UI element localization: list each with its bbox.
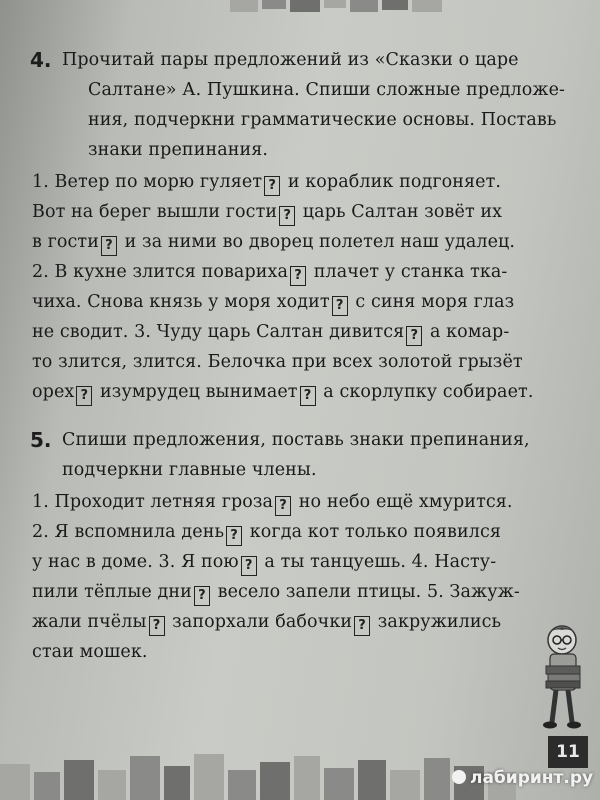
- question-box: ?: [332, 296, 348, 316]
- question-box: ?: [101, 236, 117, 256]
- task-5-instruction-line-1: Спиши предложения, поставь знаки препинания,: [62, 430, 530, 450]
- task-4-text-line: орех ? изумрудец вынимает ? а скорлупку собирает.: [32, 382, 533, 406]
- watermark: лабиринт.ру: [452, 768, 593, 788]
- task-4-number: 4.: [30, 48, 52, 72]
- task-5-text-line: жали пчёлы ? запорхали бабочки ? закружились: [32, 612, 501, 636]
- labirint-logo-icon: [452, 770, 466, 784]
- question-box: ?: [241, 556, 257, 576]
- boy-with-books-illustration: [532, 622, 596, 732]
- question-box: ?: [300, 386, 316, 406]
- question-box: ?: [194, 586, 210, 606]
- task-4-text-line: не сводит. 3. Чуду царь Салтан дивится ? а комар-: [32, 322, 509, 346]
- page-number: 11: [548, 736, 588, 768]
- task-4-text-line: то злится, злится. Белочка при всех золотой грызёт: [32, 352, 523, 372]
- question-box: ?: [149, 616, 165, 636]
- task-4-instruction-line-2: Салтане» А. Пушкина. Спиши сложные предложе-: [88, 80, 566, 100]
- task-4-instruction-line-1: Прочитай пары предложений из «Сказки о царе: [62, 50, 519, 70]
- task-5-number: 5.: [30, 428, 52, 452]
- question-box: ?: [275, 496, 291, 516]
- question-box: ?: [264, 176, 280, 196]
- task-5-text-line: пили тёплые дни ? весело запели птицы. 5. Зажуж-: [32, 582, 520, 606]
- task-5-text-line: у нас в доме. 3. Я пою ? а ты танцуешь. 4. Насту-: [32, 552, 496, 576]
- task-4-text-line: в гости ? и за ними во дворец полетел наш удалец.: [32, 232, 515, 256]
- task-5-text-line: 1. Проходит летняя гроза ? но небо ещё хмурится.: [32, 492, 513, 516]
- question-box: ?: [76, 386, 92, 406]
- task-4-text-line: Вот на берег вышли гости ? царь Салтан зовёт их: [32, 202, 502, 226]
- task-5-text-line: 2. Я вспомнила день ? когда кот только появился: [32, 522, 501, 546]
- task-5-instruction-line-2: подчеркни главные члены.: [62, 460, 317, 480]
- question-box: ?: [226, 526, 242, 546]
- task-4-text-line: чиха. Снова князь у моря ходит ? с синя моря глаз: [32, 292, 514, 316]
- task-4-instruction-line-3: ния, подчеркни грамматические основы. Поставь: [88, 110, 557, 130]
- task-5-text-line: стаи мошек.: [32, 642, 148, 662]
- top-decor-bars: [0, 0, 600, 12]
- question-box: ?: [354, 616, 370, 636]
- task-4-instruction-line-4: знаки препинания.: [88, 140, 269, 160]
- question-box: ?: [279, 206, 295, 226]
- task-4-text-line: 2. В кухне злится повариха ? плачет у станка тка-: [32, 262, 507, 286]
- question-box: ?: [290, 266, 306, 286]
- question-box: ?: [406, 326, 422, 346]
- task-4-text-line: 1. Ветер по морю гуляет ? и кораблик подгоняет.: [32, 172, 501, 196]
